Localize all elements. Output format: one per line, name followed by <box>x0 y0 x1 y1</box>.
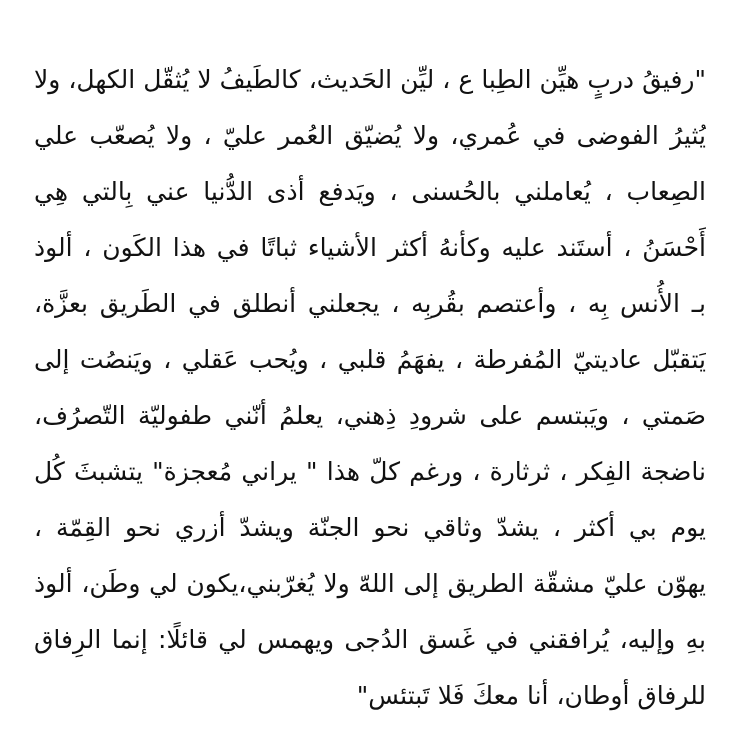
quote-text-block <box>34 52 706 724</box>
text-line-5: بـ الأُنس بِه ، وأعتصم بقُربِه ، يجعلني أنطلق في الطَريق بعزَّة، <box>34 289 706 318</box>
text-line-11: بهِ وإليه، يُرافقني في غَسق الدُجى ويهمس لي قائلًا: إنما الرِفاق <box>34 625 706 654</box>
text-line-8: ناضجة الفِكر ، ثرثارة ، ورغم كلّ هذا " يراني مُعجزة" يتشبثَ كُل <box>34 457 706 486</box>
text-line-9: يوم بي أكثر ، يشدّ وثاقي نحو الجنّة ويشدّ أزري نحو القِمّة ، <box>34 513 706 542</box>
text-line-10: يهوّن عليّ مشقّة الطريق إلى اللهّ ولا يُغرّبني،يكون لي وطَن، ألوذ <box>34 569 706 598</box>
text-line-6: يَتقبّل عاديتيّ المُفرطة ، يفهَمُ قلبي ، ويُحب عَقلي ، ويَنصُت إلى <box>34 345 706 374</box>
text-line-7: صَمتي ، ويَبتسم على شرودِ ذِهني، يعلمُ أنّني طفوليّة التّصرُف، <box>34 401 706 430</box>
text-line-12: للرفاق أوطان، أنا معكَ فَلا تَبتئس" <box>356 681 706 710</box>
text-line-1: "رفيقُ دربٍ هيِّن الطِبا ع ، ليِّن الحَديث، كالطَيفُ لا يُثقّل الكهل، ولا <box>34 65 706 94</box>
text-line-3: الصِعاب ، يُعاملني بالحُسنى ، ويَدفع أذى الدُّنيا عني بِالتي هِي <box>34 177 706 206</box>
text-line-2: يُثيرُ الفوضى في عُمري، ولا يُضيّق العُمر عليّ ، ولا يُصعّب علي <box>34 121 706 150</box>
text-line-4: أَحْسَنُ ، أستَند عليه وكأنهُ أكثر الأشياء ثباتًا في هذا الكَون ، ألوذ <box>34 233 706 262</box>
